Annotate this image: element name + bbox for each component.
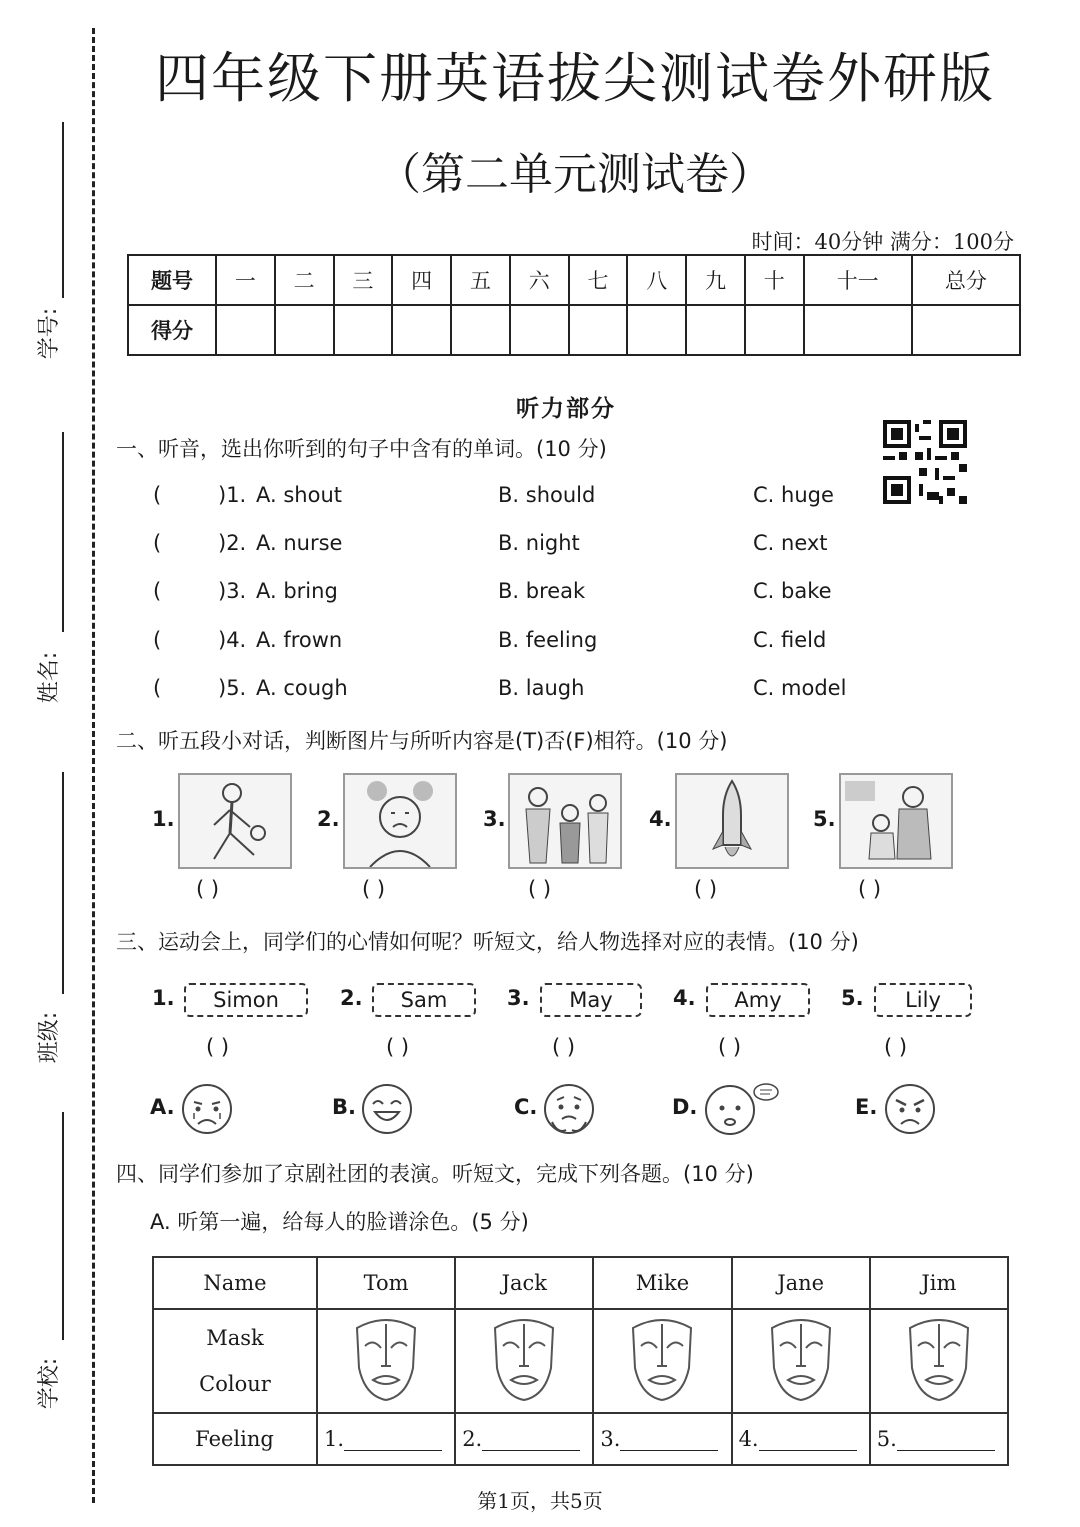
binding-dash-line [92, 28, 95, 1503]
crying-face-icon [180, 1082, 234, 1136]
q2-num: 4. [649, 807, 672, 831]
class-line [62, 772, 64, 994]
opera-mask-icon [904, 1316, 974, 1402]
school-label: 学校: [37, 1357, 63, 1410]
answer-paren[interactable]: ( [153, 483, 162, 507]
face-label: A. [150, 1095, 175, 1119]
q3-num: 2. [340, 986, 363, 1010]
mask-label: Mask [206, 1326, 264, 1350]
score-table [127, 254, 1021, 356]
q1-option-c: C. model [753, 676, 847, 700]
mother-child-picture [839, 773, 953, 869]
q4-sub-a: A. 听第一遍，给每人的脸谱涂色。(5 分) [150, 1210, 529, 1234]
class-label: 班级: [37, 1011, 63, 1064]
happy-face-icon [360, 1082, 414, 1136]
feeling-num: 2. [462, 1427, 483, 1451]
person-name: Jack [455, 1257, 593, 1309]
q2-heading: 二、听五段小对话，判断图片与所听内容是(T)否(F)相符。(10 分) [116, 729, 728, 753]
feeling-blank[interactable] [482, 1430, 580, 1451]
score-col: 一 [216, 255, 275, 305]
score-col: 十一 [804, 255, 912, 305]
face-label: D. [672, 1095, 698, 1119]
basketball-boy-picture [178, 773, 292, 869]
score-cell[interactable] [334, 305, 393, 355]
mask-cell[interactable] [732, 1309, 870, 1413]
q1-heading: 一、听音，选出你听到的句子中含有的单词。(10 分) [116, 437, 607, 461]
score-col: 九 [686, 255, 745, 305]
answer-paren[interactable]: ( [153, 676, 162, 700]
q3-num: 3. [507, 986, 530, 1010]
feeling-num: 5. [876, 1427, 897, 1451]
score-cell[interactable] [569, 305, 628, 355]
q1-option-a: A. bring [256, 579, 338, 603]
person-name: Jim [870, 1257, 1008, 1309]
q3-num: 5. [841, 986, 864, 1010]
score-cell[interactable] [912, 305, 1020, 355]
feeling-cell[interactable] [732, 1413, 870, 1465]
name-box-sam: Sam [372, 983, 476, 1017]
mask-colour-label [153, 1309, 317, 1413]
rocket-picture [675, 773, 789, 869]
q1-option-a: A. frown [256, 628, 343, 652]
feeling-blank[interactable] [620, 1430, 718, 1451]
opera-mask-icon [766, 1316, 836, 1402]
feeling-label: Feeling [153, 1413, 317, 1465]
opera-mask-icon [489, 1316, 559, 1402]
mask-table-header: Name [153, 1257, 317, 1309]
score-cell[interactable] [686, 305, 745, 355]
q1-option-b: B. laugh [498, 676, 585, 700]
q1-option-b: B. break [498, 579, 586, 603]
face-label: E. [855, 1095, 878, 1119]
name-box-may: May [540, 983, 642, 1017]
feeling-cell[interactable] [593, 1413, 731, 1465]
name-box-amy: Amy [706, 983, 810, 1017]
score-col: 三 [334, 255, 393, 305]
answer-paren[interactable]: ( [153, 579, 162, 603]
score-row-label: 得分 [128, 305, 216, 355]
score-cell[interactable] [451, 305, 510, 355]
q1-option-c: C. bake [753, 579, 832, 603]
score-col: 七 [569, 255, 628, 305]
score-col: 五 [451, 255, 510, 305]
q1-option-a: A. cough [256, 676, 348, 700]
score-cell[interactable] [275, 305, 334, 355]
mask-table [152, 1256, 1009, 1466]
opera-mask-icon [627, 1316, 697, 1402]
q2-num: 3. [483, 807, 506, 831]
name-line [62, 432, 64, 632]
feeling-cell[interactable] [455, 1413, 593, 1465]
opera-mask-icon [351, 1316, 421, 1402]
q1-item-num: )4. [218, 628, 247, 652]
q2-num: 2. [317, 807, 340, 831]
answer-paren[interactable]: ( [153, 628, 162, 652]
page-footer: 第1页，共5页 [477, 1489, 603, 1513]
mask-cell[interactable] [593, 1309, 731, 1413]
score-cell[interactable] [510, 305, 569, 355]
face-label: C. [514, 1095, 538, 1119]
answer-paren[interactable]: ( ) [718, 1035, 742, 1059]
name-box-simon: Simon [184, 983, 308, 1017]
answer-paren[interactable]: ( ) [858, 877, 882, 901]
q1-option-c: C. huge [753, 483, 834, 507]
feeling-cell[interactable] [870, 1413, 1008, 1465]
answer-paren[interactable]: ( ) [362, 877, 386, 901]
feeling-cell[interactable] [317, 1413, 455, 1465]
tired-face-icon [702, 1080, 782, 1138]
q3-heading: 三、运动会上，同学们的心情如何呢？听短文，给人物选择对应的表情。(10 分) [116, 930, 859, 954]
mask-cell[interactable] [317, 1309, 455, 1413]
face-label: B. [332, 1095, 356, 1119]
score-cell[interactable] [627, 305, 686, 355]
answer-paren[interactable]: ( ) [206, 1035, 230, 1059]
score-cell[interactable] [745, 305, 804, 355]
score-col: 六 [510, 255, 569, 305]
q3-num: 4. [673, 986, 696, 1010]
person-name: Mike [593, 1257, 731, 1309]
answer-paren[interactable]: ( ) [196, 877, 220, 901]
q1-item-num: )2. [218, 531, 247, 555]
page-subtitle: （第二单元测试卷） [377, 149, 773, 200]
q4-heading: 四、同学们参加了京剧社团的表演。听短文，完成下列各题。(10 分) [116, 1162, 754, 1186]
person-name: Tom [317, 1257, 455, 1309]
q1-option-c: C. next [753, 531, 828, 555]
score-col: 八 [627, 255, 686, 305]
qr-code-icon [882, 420, 968, 504]
person-name: Jane [732, 1257, 870, 1309]
score-cell[interactable] [392, 305, 451, 355]
q1-option-c: C. field [753, 628, 827, 652]
score-col: 总分 [912, 255, 1020, 305]
score-col: 四 [392, 255, 451, 305]
school-line [62, 1112, 64, 1340]
student-no-label: 学号: [37, 307, 63, 360]
q2-num: 5. [813, 807, 836, 831]
feeling-num: 1. [324, 1427, 345, 1451]
answer-paren[interactable]: ( ) [528, 877, 552, 901]
opera-performers-picture [508, 773, 622, 869]
mask-cell[interactable] [455, 1309, 593, 1413]
q1-option-b: B. feeling [498, 628, 598, 652]
score-col: 二 [275, 255, 334, 305]
q3-num: 1. [152, 986, 175, 1010]
feeling-num: 4. [738, 1427, 759, 1451]
answer-paren[interactable]: ( ) [552, 1035, 576, 1059]
section-title: 听力部分 [516, 396, 616, 422]
feeling-num: 3. [600, 1427, 621, 1451]
answer-paren[interactable]: ( [153, 531, 162, 555]
q1-option-a: A. nurse [256, 531, 343, 555]
answer-paren[interactable]: ( ) [694, 877, 718, 901]
score-row-label: 题号 [128, 255, 216, 305]
q1-item-num: )3. [218, 579, 247, 603]
coughing-girl-picture [343, 773, 457, 869]
feeling-blank[interactable] [759, 1430, 857, 1451]
q2-num: 1. [152, 807, 175, 831]
q1-option-b: B. night [498, 531, 580, 555]
score-cell[interactable] [216, 305, 275, 355]
colour-label: Colour [199, 1372, 271, 1396]
score-col: 十 [745, 255, 804, 305]
feeling-blank[interactable] [897, 1430, 995, 1451]
worried-face-icon [542, 1082, 596, 1136]
name-box-lily: Lily [874, 983, 972, 1017]
q1-item-num: )5. [218, 676, 247, 700]
mask-cell[interactable] [870, 1309, 1008, 1413]
feeling-blank[interactable] [344, 1430, 442, 1451]
answer-paren[interactable]: ( ) [884, 1035, 908, 1059]
q1-item-num: )1. [218, 483, 247, 507]
name-label: 姓名: [37, 651, 63, 704]
q1-option-a: A. shout [256, 483, 342, 507]
score-cell[interactable] [804, 305, 912, 355]
angry-face-icon [883, 1082, 937, 1136]
time-info: 时间：40分钟 满分：100分 [751, 230, 1014, 254]
answer-paren[interactable]: ( ) [386, 1035, 410, 1059]
q1-option-b: B. should [498, 483, 596, 507]
page-title: 四年级下册英语拔尖测试卷外研版 [155, 47, 995, 110]
